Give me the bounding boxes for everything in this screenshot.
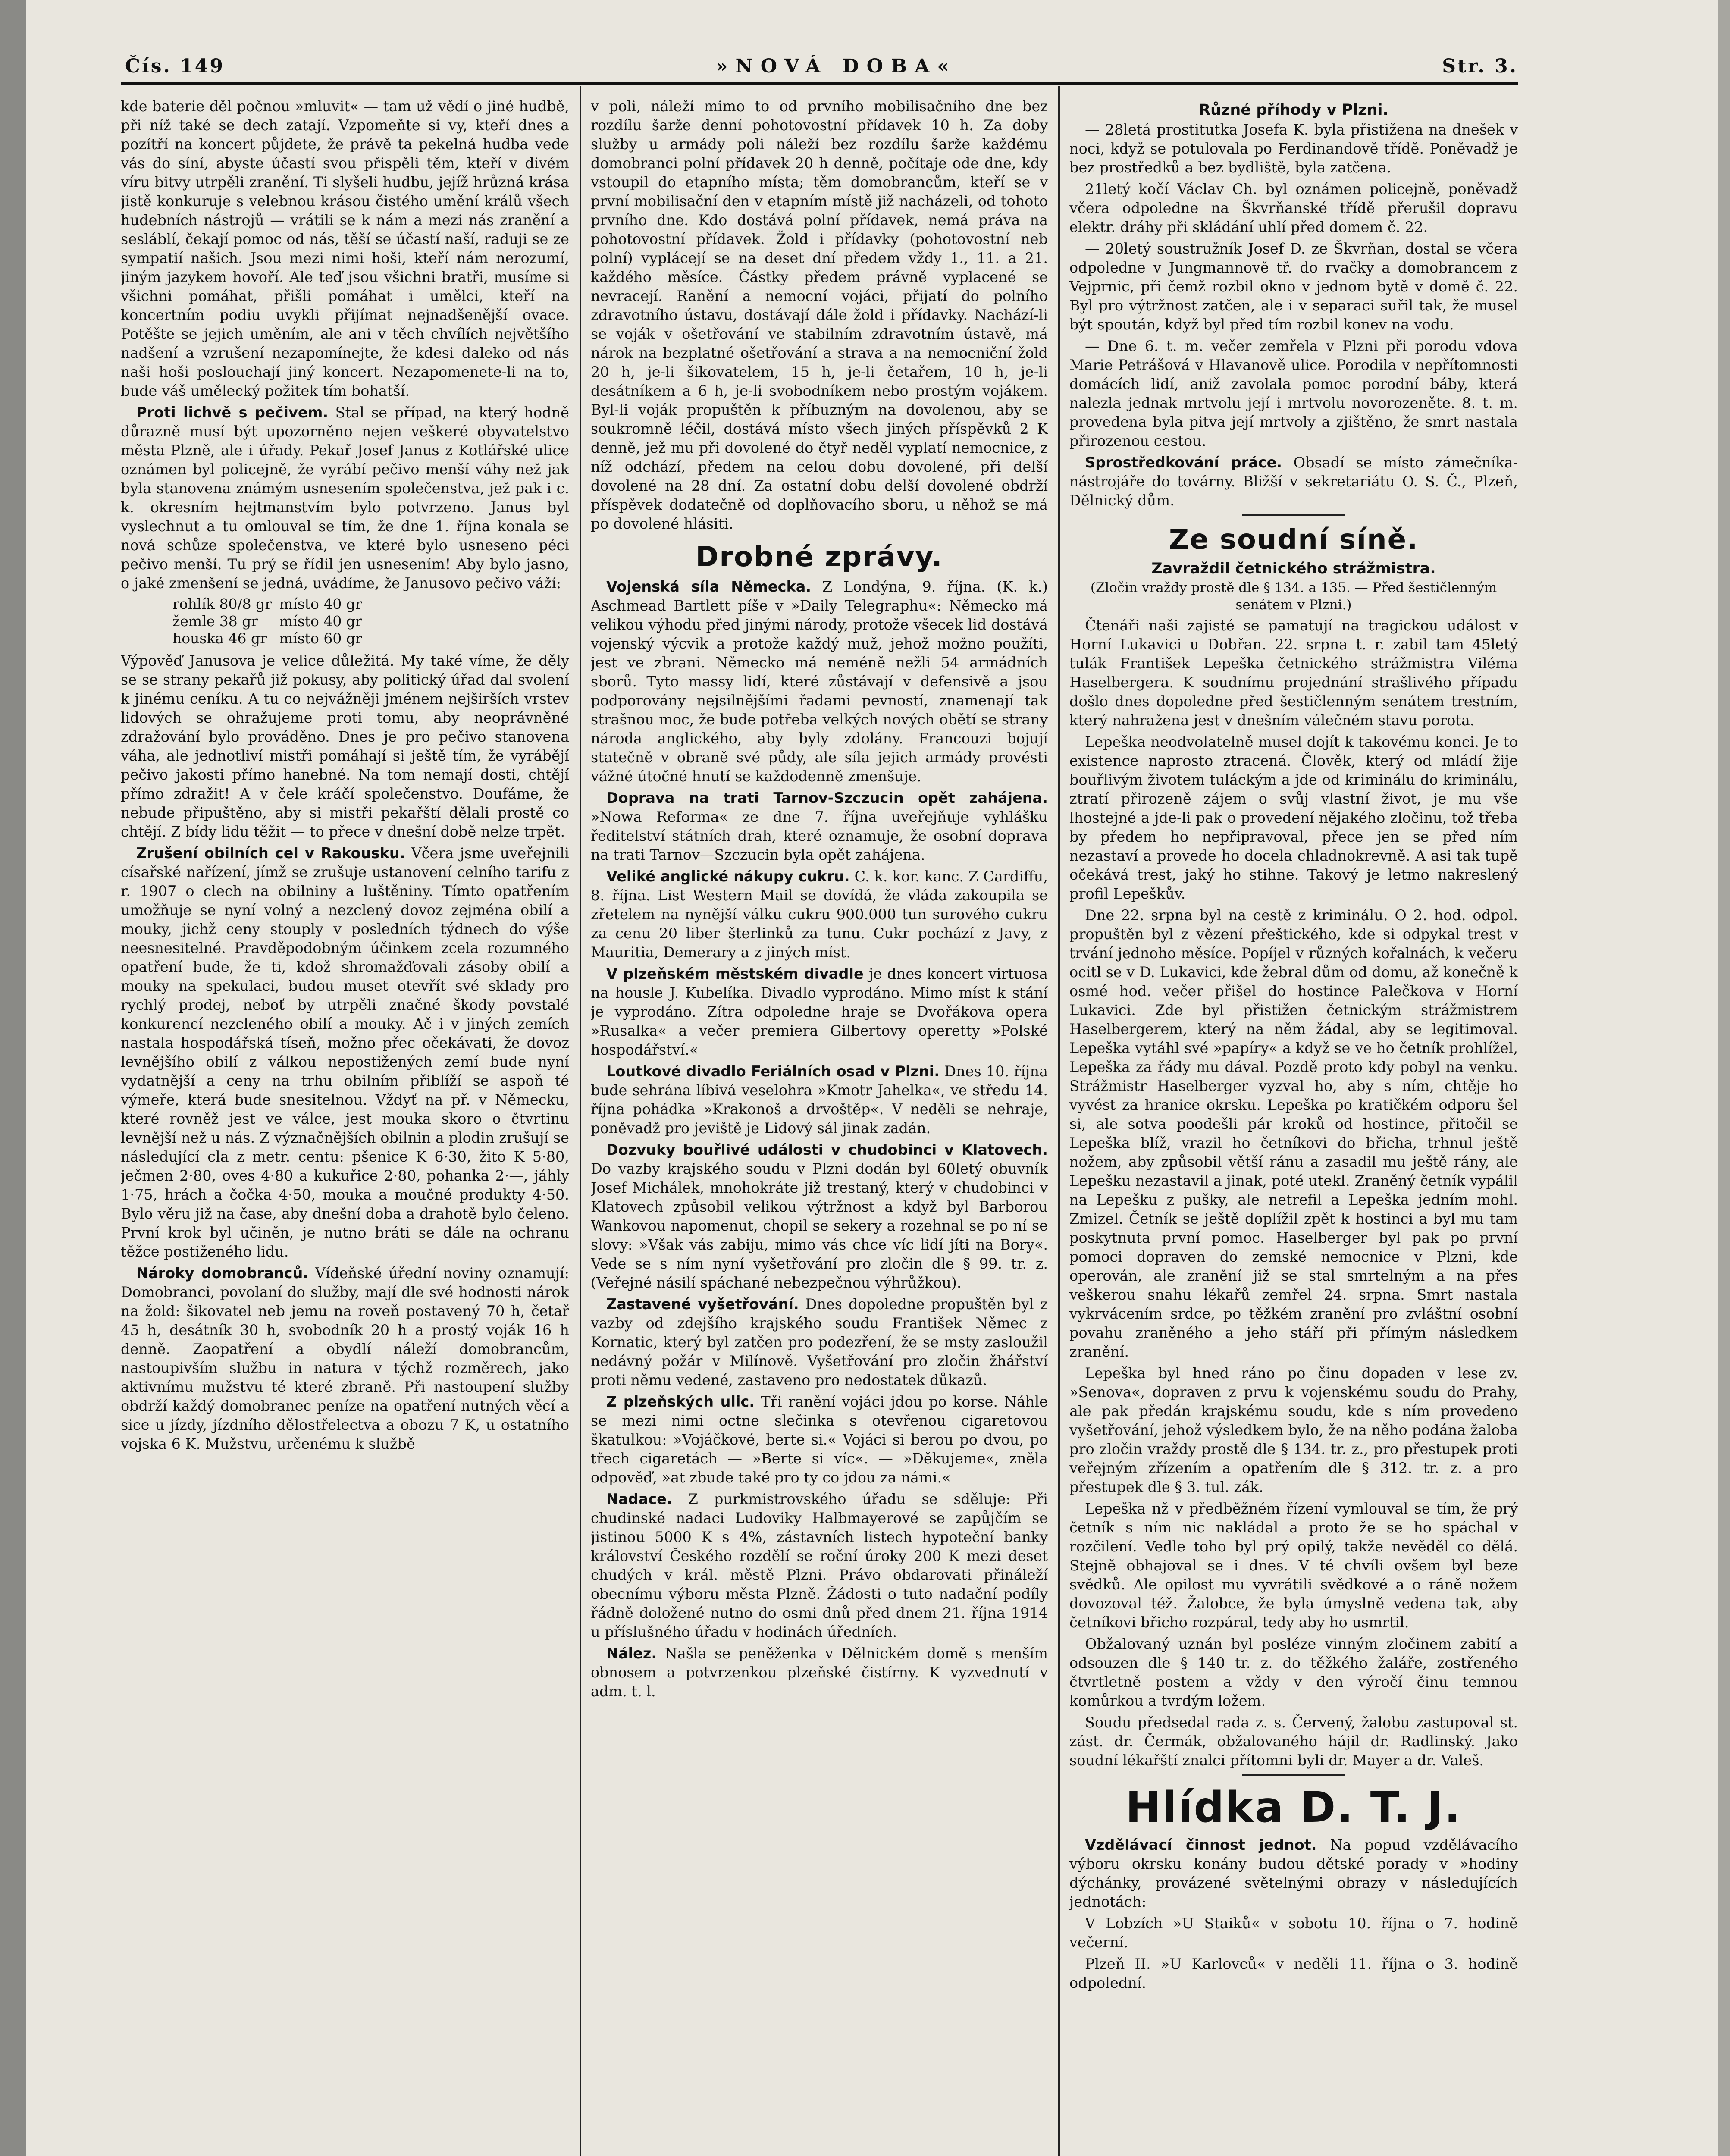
article-text: Našla se peněženka v Dělnickém domě s menším obnosem a potvrzenkou plzeňské čistírny. K vyzvednutí v adm. t. l. [591,1645,1048,1700]
article-text: Včera jsme uveřejnili císařské nařízení, jímž se zrušuje ustanovení celního tarifu z r. 1907 o clech na obilniny a luštěniny. Tímto opatřením umožňuje se nyní volný a nezclený dovoz zejména obilí a mouky, jichž ceny stouply v posledních týdnech do výše neesnesitelné. Pravděpodobným účinkem zcela rozumného opatření bude, že ti, kdož shromažďovali zásoby obilí a mouky na spekulaci, budou muset otevřít své sklady pro rychlý prodej, neboť by utrpěli značné škody povstalé konkurencí nezcleného obilí a mouky. Ač i v jiných zemích nastala hospodářská tíseň, možno přec očekávati, že dovoz levnějšího obilí z válkou nepostižených zemí bude nyní vydatnější a ceny na trhu obilním přiblíží se aspoň té výmeře, která bude snesitelnou. Vždyť na př. v Německu, které rovněž jest ve válce, jest mouka skoro o čtvrtinu levnější než u nás. Z význačnějších obilnin a plodin zrušují se následující cla z metr. centu: pšenice K 6·30, žito K 5·80, ječmen 2·80, oves 4·80 a kukuřice 2·80, pohanka 2·—, jáhly 1·75, hrách a čočka 4·50, mouka a moučné produkty 4·50. Bylo věru již na čase, aby dnešní doba a drahotě bylo čeleno. První krok byl učiněn, je nutno bráti se dále na ochranu těžce postiženého lidu. [121,845,569,1260]
article-text: »Nowa Reforma« ze dne 7. října uveřejňuje vyhlášku ředitelství státních drah, které oznamuje, že osobní doprava na trati Tarnov—Szczucin byla opět zahájena. [591,808,1048,863]
price-row [172,595,370,613]
price-table [172,595,370,647]
article-paragraph [1069,453,1518,510]
article-paragraph [1069,1713,1518,1770]
column-rule-2 [1058,86,1060,2156]
article-text: — 20letý soustružník Josef D. ze Škvrňan, dostal se včera odpoledne v Jungmannově tř. do rvačky a domobrancem z Vejprnic, při čemž rozbil okno v jednom bytě v domě č. 22. Byl pro výtržnost zatčen, ale i v separaci suřil tak, že musel být spoután, když byl před tím rozbil konev na vodu. [1069,240,1518,333]
price-cell: místo 40 gr [279,595,362,612]
article-paragraph [591,1141,1048,1292]
price-cell: žemle 38 gr [172,613,258,630]
article-paragraph [1069,337,1518,451]
section-heading: Ze soudní síně. [1169,524,1419,556]
masthead-title: »NOVÁ DOBA« [716,55,957,77]
price-row [172,613,370,630]
article-paragraph [591,1392,1048,1487]
article-text: Obžalovaný uznán byl posléze vinným zločinem zabití a odsouzen dle § 140 tr. z. do těžkého žaláře, zostřeného čtvrtletně postem a vždy v den výročí činu temnou komůrkou a tvrdým ložem. [1069,1636,1518,1709]
article-paragraph [591,577,1048,786]
column-rule-1 [580,86,581,2156]
article-subtitle: (Zločin vraždy prostě dle § 134. a 135. — Před šestičlenným senátem v Plzni.) [1090,580,1497,613]
article-paragraph [1069,1955,1518,1993]
price-cell: místo 40 gr [279,613,362,630]
article-text: Lepeška byl hned ráno po činu dopaden v lese zv. »Senova«, dopraven z prvu k vojenskému soudu do Prahy, ale pak předán krajskému soudu, kde s ním provedeno vyšetřování, jehož výsledkem bylo, že na něho podána žaloba pro zločin vraždy prostě dle § 134. tr. z., pro přestupek proti veřejným zřízením a opatřením dle § 312. tr. z. a pro přestupek dle § 3. tul. zák. [1069,1365,1518,1495]
article-paragraph [1069,180,1518,237]
article-headline: Sprostředkování práce. [1085,454,1282,471]
scan-edge-right [1718,0,1730,2156]
article-text: C. k. kor. kanc. Z Cardiffu, 8. října. List Western Mail se dovídá, že vláda zakoupila se zřetelem na nynější válku cukru 900.000 tun surového cukru za cenu 20 liber šterlinků za tunu. Cukr pochází z Javy, z Mauritia, Demerary a z jiných míst. [591,868,1048,961]
page-number: Str. 3. [1442,55,1518,77]
article-text: — 28letá prostitutka Josefa K. byla přistižena na dnešek v noci, když se potulovala po Ferdinandově třídě. Poněvadž je bez prostředků a bez bydliště, byla zatčena. [1069,121,1518,176]
article-text: Výpověď Janusova je velice důležitá. My také víme, že děly se se strany pekařů již pokusy, aby politický úřad dal svolení k jinému ceníku. A tu co nejvážněji jménem nejširších vrstev lidových se ohražujeme proti tomu, aby neoprávněné zdražování bylo prováděno. Dnes je pro pečivo stanovena váha, ale jednotliví mistři pomáhají si ještě tím, že vyrábějí pečivo jakosti přímo hanebné. Na tom nemají dosti, chtějí přímo zdražit! A v čele kráčí společenstvo. Doufáme, že nebude připuštěno, aby si mistři pekařští dělali prostě co chtějí. Z bídy lidu těžit — to přece v dnešní době nelze trpět. [121,652,569,840]
article-paragraph [121,844,569,1261]
article-text: Z purkmistrovského úřadu se sděluje: Při chudinské nadaci Ludoviky Halbmayerové se zapůjčím se jistinou 5000 K s 4%, zástavních listech hypoteční banky království Českého rozdělí se roční úroky 200 K mezi deset chudých v král. městě Plzni. Právo obdarovati přináleží obecnímu výboru města Plzně. Žádosti o tuto nadační podíly řádně doložené nutno do osmi dnů před dnem 21. října 1914 u příslušného úřadu v hodinách úředních. [591,1491,1048,1640]
article-text: Na popud vzdělávacího výboru okrsku konány budou dětské porady v »hodiny dýchánky, provázené světelnými obrazy v následujících jednotách: [1069,1836,1518,1910]
article-paragraph [591,1490,1048,1642]
article-paragraph [591,867,1048,962]
article-text: Dnes 10. října bude sehrána líbivá veselohra »Kmotr Jahelka«, ve středu 14. října pohádka »Krakonoš a drvoštěp«. V neděli se nehraje, poněvadž pro jeviště je Lidový sál jinak zadán. [591,1063,1048,1137]
article-paragraph [1069,1364,1518,1497]
column-3 [1069,97,1518,2156]
article-text: Lepeška neodvolatelně musel dojít k takovému konci. Je to existence naprosto ztracená. Člověk, který od mládí žije bouřlivým životem tuláckým a jde od kriminálu do kriminálu, ztratí přirozeně zájem o svůj vlastní život, je mu vše lhostejné a jde-li pak o provedení nějakého zločinu, tož třeba by předem ho nepřipravoval, přece jen se před ním nezastaví a provede ho docela chladnokrevně. A asi tak tupě očekává trest, jaký ho stihne. Takový je letmo nakreslený profil Lepeškův. [1069,733,1518,902]
article-headline: Veliké anglické nákupy cukru. [606,868,850,885]
article-text: Lepeška nž v předběžném řízení vymlouval se tím, že prý četník s ním nic nakládal a proto že se ho spáchal v rozčilení. Vedle toho byl prý opilý, takže nevěděl co dělá. Stejně obhajoval se i dnes. V té chvíli ovšem byl beze svědků. Ale opilost mu vyvrátili svědkové a o ráně nožem dovozoval též. Žalobce, že byla úmyslně vedena tak, aby četníkovi břicho rozpáral, tedy aby ho usmrtil. [1069,1500,1518,1631]
article-text: Čtenáři naši zajisté se pamatují na tragickou událost v Horní Lukavici u Dobřan. 22. srpna t. r. zabil tam 45letý tulák František Lepeška četnického strážmistra Viléma Haselbergera. K soudnímu projednání strašlivého případu došlo dnes dopoledne před šestičlenným senátem trestním, který nahražena jest v dnešním válečném stavu porota. [1069,617,1518,729]
article-headline: Nález. [606,1645,657,1662]
price-row [172,630,370,647]
article-text: Tři ranění vojáci jdou po korse. Náhle se mezi nimi octne slečinka s otevřenou cigaretovou škatulkou: »Vojáčkové, berte si.« Vojáci si berou po dvou, po třech cigaretách — »Berte si víc«. — »Děkujeme«, zněla odpověď, »at zbude také pro ty co jdou za námi.« [591,1393,1048,1486]
section-heading: Drobné zprávy. [696,541,943,573]
article-text: kde baterie děl počnou »mluvit« — tam už vědí o jiné hudbě, při níž také se dech zatají. Vzpomeňte si vy, kteří dnes a pozítří na koncert půjdete, že právě ta pekelná hudba vede vás do síní, abyste účastí svou přispěli těm, kteří v divém víru bitvy utrpěli zranění. Ti slyšeli hudbu, jejíž hrůzná krása jistě konkuruje s velebnou krásou čistého umění králů všech hudebních nástrojů — vrátili se k nám a mezi nás zranění a sesláblí, čekají pomoc od nás, těší se účastí naší, raduji se ze sympatií našich. Jsou mezi nimi hoši, kteří nám nerozumí, jiným jazykem hovoří. Ale teď jsou všichni bratři, musíme si všichni pomáhat, přišli pomáhat i umělci, kteří na koncertním podiu uvykli přijímat nejnadšenější ovace. Potěšte se jejich uměním, ale ani v těch chvílích největšího nadšení a vzrušení nezapomínejte, že kdesi daleko od nás naši hoši poslouchají jiný koncert. Nezapomenete-li na to, bude váš umělecký požitek tím bohatší. [121,98,569,399]
article-title: Zavraždil četnického strážmistra. [1151,560,1436,577]
article-text: Dne 22. srpna byl na cestě z kriminálu. O 2. hod. odpol. propuštěn byl z vězení přeštického, kde si odpykal trest v trvání jednoho měsíce. Popíjel v různých kořalnách, k večeru ocitl se v D. Lukavici, kde žebral dům od domu, až konečně k osmé hod. večer přišel do hostince Palečkova v Horní Lukavici. Zde byl přistižen četnickým strážmistrem Haselbergerem, který na něm žádal, aby se legitimoval. Lepeška vytáhl své »papíry« a když se ve ho četník prohlížel, Lepeška za řády mu dával. Pozdě proto kdy pobyl na venku. Strážmistr Haselberger vyzval ho, aby s ním, chtěje ho vyvést za hranice okrsku. Lepeška po kratičkém odporu šel si, ale sotva poodešli pár kroků od hostince, přitočil se Lepeška blíž, vrazil ho četníkovi do břicha, trhnul ještě nožem, aby způsobil větší ránu a zasadil mu ještě rány, ale Lepešku nezastavil a jinak, poté utekl. Zraněný četník vypálil na Lepešku z pušky, ale netrefil a Lepeška jedním mohl. Zmizel. Četník se ještě doplížil zpět k hostinci a byl mu tam poskytnuta první pomoc. Haselberger byl pak po první pomoci dopraven do zemské nemocnice v Plzni, kde operován, ale zranění již se stal smrtelným a na přes veškerou snahu lékařů zemřel 24. srpna. Smrt nastala vykrvácením srdce, po těžkém zranění pro zvláštní osobní povahu zraněného a jeho stáří při přímým následkem zranění. [1069,907,1518,1360]
article-paragraph [121,403,569,593]
article-text: v poli, náleží mimo to od prvního mobilisačního dne bez rozdílu šarže denní pohotovostní přídavek 10 h. Za doby služby u armády poli náleží bez rozdílu šarže každému domobranci polní přídavek 20 h denně, počítaje ode dne, kdy vstoupil do etapního místa; těm domobrancům, kteří se v první mobilisační den v etapním místě již nacházeli, od tohoto prvního dne. Kdo dostává polní přídavek, nemá práva na pohotovostní přídavek. Žold i přídavky (pohotovostní neb polní) vyplácejí se na deset dní předem vždy 1., 11. a 21. každého měsíce. Částky předem právně vyplacené se nevracejí. Ranění a nemocní vojáci, přijatí do polního zdravotního ústavu, dostávají dále žold i přídavky. Nachází-li se voják v ošetřování ve stabilním zdravotním ústavě, má nárok na bezplatné ošetřování a strava a na nemocniční žold 20 h, je-li šikovatelem, 15 h, je-li četařem, 10 h, je-li desátníkem a 6 h, je-li svobodníkem nebo prostým vojákem. Byl-li voják propuštěn k příbuzným na dovolenou, aby se soukromně léčil, dostává místo všech jiných příspěvků 2 K denně, jež mu při dovolené do čtyř neděl vyplatí nemocnice, z níž odchází, předem na celou dobu dovolené, při delší dovolené na 28 dní. Za ostatní dobu delší dovolené obdrží příspěvek dodatečně od doplňovacího sboru, u něhož se má po dovolené hlásiti. [591,98,1048,532]
article-headline: Vojenská síla Německa. [606,578,812,595]
article-title: Různé příhody v Plzni. [1199,101,1388,119]
article-paragraph [591,97,1048,533]
article-headline: Vzdělávací činnost jednot. [1085,1836,1317,1853]
article-paragraph [591,789,1048,865]
article-headline: Zrušení obilních cel v Rakousku. [136,845,405,862]
article-paragraph [1069,616,1518,730]
article-headline: Z plzeňských ulic. [606,1393,755,1410]
article-headline: V plzeňském městském divadle [606,965,864,982]
article-headline: Proti lichvě s pečivem. [136,404,329,421]
article-paragraph [1069,1635,1518,1711]
column-2 [591,97,1048,2156]
article-text: Obsadí se místo zámečníka-nástrojáře do továrny. Bližší v sekretariátu O. S. Č., Plzeň, Dělnický dům. [1069,454,1518,509]
article-headline: Dozvuky bouřlivé události v chudobinci v Klatovech. [606,1141,1048,1158]
issue-number: Čís. 149 [125,55,225,77]
article-paragraph [1069,239,1518,334]
article-paragraph [121,652,569,841]
article-text: 21letý kočí Václav Ch. byl oznámen policejně, poněvadž včera odpoledne na Škvrňanské třídě přerušil dopravu elektr. dráhy při skládání uhlí před domem č. 22. [1069,181,1518,235]
page-header [121,52,1518,85]
article-text: je dnes koncert virtuosa na housle J. Kubelíka. Divadlo vyprodáno. Mimo míst k stání je vyprodáno. Zítra odpoledne hraje se Dvořákova opera »Rusalka« a večer premiera Gilbertovy operetty »Polské hospodářství.« [591,965,1048,1058]
article-text: Stal se případ, na který hodně důrazně musí být upozorněno nejen veškeré obyvatelstvo města Plzně, ale i úřady. Pekař Josef Janus z Kotlářské ulice oznámen byl policejně, že vyrábí pečivo menší váhy než jak byla stanovena známým usnesením společenstva, jež pak i c. k. okresním hejtmanstvím bylo potvrzeno. Janus byl vyslechnut a tu omlouval se tím, že dne 1. října konala se nová schůze společenstva, ve které bylo usneseno péci pečivo menší. Tu prý se řídil jen usnesením! Aby bylo jasno, o jaké zmenšení se jedná, uvádíme, že Janusovo pečivo váží: [121,404,569,592]
article-text: Z Londýna, 9. října. (K. k.) Aschmead Bartlett píše v »Daily Telegraphu«: Německo má velikou výhodu před jinými národy, protože všecek lid dostává vojenský výcvik a protože každý muž, jehož možno použíti, jest ve zbrani. Německo má neméně nežli 54 armádních sborů. Tyto massy lidí, které zůstávají v defensivě a jsou podporovány nejsilnějšími řadami pevností, znamenají tak strašnou moc, že bude potřeba velkých nových obětí se strany národa anglického, aby byly zdolány. Francouzi bojují statečně v obraně své půdy, ale síla jejich armády provésti vážné útočné hnutí se každodenně zmenšuje. [591,578,1048,785]
article-headline: Nadace. [606,1491,672,1507]
column-1 [121,97,569,2156]
article-paragraph [1069,1836,1518,1912]
article-paragraph [591,1295,1048,1390]
article-paragraph [591,1644,1048,1701]
article-headline: Doprava na trati Tarnov-Szczucin opět zahájena. [606,790,1048,806]
article-headline: Loutkové divadlo Feriálních osad v Plzni. [606,1063,940,1080]
article-text: Soudu předsedal rada z. s. Červený, žalobu zastupoval st. zást. dr. Čermák, obžalovaného hájil dr. Radlinský. Jako soudní lékařští znalci přítomni byli dr. Mayer a dr. Valeš. [1069,1714,1518,1769]
article-text: Dnes dopoledne propuštěn byl z vazby od zdejšího krajského soudu František Němec z Kornatic, který byl zatčen pro podezření, že se msty zasloužil nedávný požár v Milínově. Vyšetřování pro zločin žhářství proti němu vedené, zastaveno pro nedostatek důkazů. [591,1296,1048,1388]
scan-edge-left [0,0,26,2156]
article-text: Plzeň II. »U Karlovců« v neděli 11. října o 3. hodině odpolední. [1069,1955,1518,1991]
article-text: Do vazby krajského soudu v Plzni dodán byl 60letý obuvník Josef Michálek, mnohokráte již trestaný, který v chudobinci v Klatovech způsobil velikou výtržnost a když byl Barborou Wankovou napomenut, chopil se sekery a rozehnal se po ní se slovy: »Však vás zabiju, mimo vás chce víc lidí jíti na Bory«. Vede se s ním nyní vyšetřování pro zločin dle § 99. tr. z. (Veřejné násilí spáchané nebezpečnou výhrůžkou). [591,1160,1048,1291]
article-paragraph [1069,120,1518,177]
price-cell: rohlík 80/8 gr [172,595,272,612]
article-paragraph [121,1264,569,1454]
divider [1242,1774,1345,1776]
article-paragraph [591,965,1048,1059]
article-text: Vídeňské úřední noviny oznamují: Domobranci, povolaní do služby, mají dle své hodnosti nárok na žold: šikovatel neb jemu na roveň postavený 70 h, četař 45 h, desátník 30 h, svobodník 20 h a prostý voják 16 h denně. Zaopatření a obydlí náleží domobrancům, nastoupivším službu in natura v týchž rozměrech, jako aktivnímu mužstvu té které zbraně. Při nastoupení služby obdrží každý domobranec peníze na opatření nutných věcí a sice u jízdy, jízdního dělostřelectva a obozu 7 K, u ostatního vojska 6 K. Mužstvu, určenému k službě [121,1265,569,1452]
article-headline: Nároky domobranců. [136,1265,309,1282]
article-text: — Dne 6. t. m. večer zemřela v Plzni při porodu vdova Marie Petrášová v Hlavanově ulice. Porodila v nepřítomnosti domácích lidí, aniž zavolala pomoc porodní báby, která nalezla jednak mrtvolu její i mrtvolu novorozeněte. 8. t. m. provedena byla pitva její mrtvoly a zjištěno, že smrt nastala přirozenou cestou. [1069,338,1518,449]
article-headline: Zastavené vyšetřování. [606,1296,799,1313]
article-paragraph [121,97,569,401]
price-cell: houska 46 gr [172,630,267,647]
divider [1242,514,1345,516]
article-paragraph [1069,733,1518,903]
article-text: V Lobzích »U Staiků« v sobotu 10. října o 7. hodině večerní. [1069,1915,1518,1951]
price-cell: místo 60 gr [279,630,362,647]
article-paragraph [1069,1914,1518,1952]
article-paragraph [1069,906,1518,1361]
article-paragraph [591,1062,1048,1138]
section-heading: Hlídka D. T. J. [1125,1783,1462,1832]
article-paragraph [1069,1499,1518,1632]
